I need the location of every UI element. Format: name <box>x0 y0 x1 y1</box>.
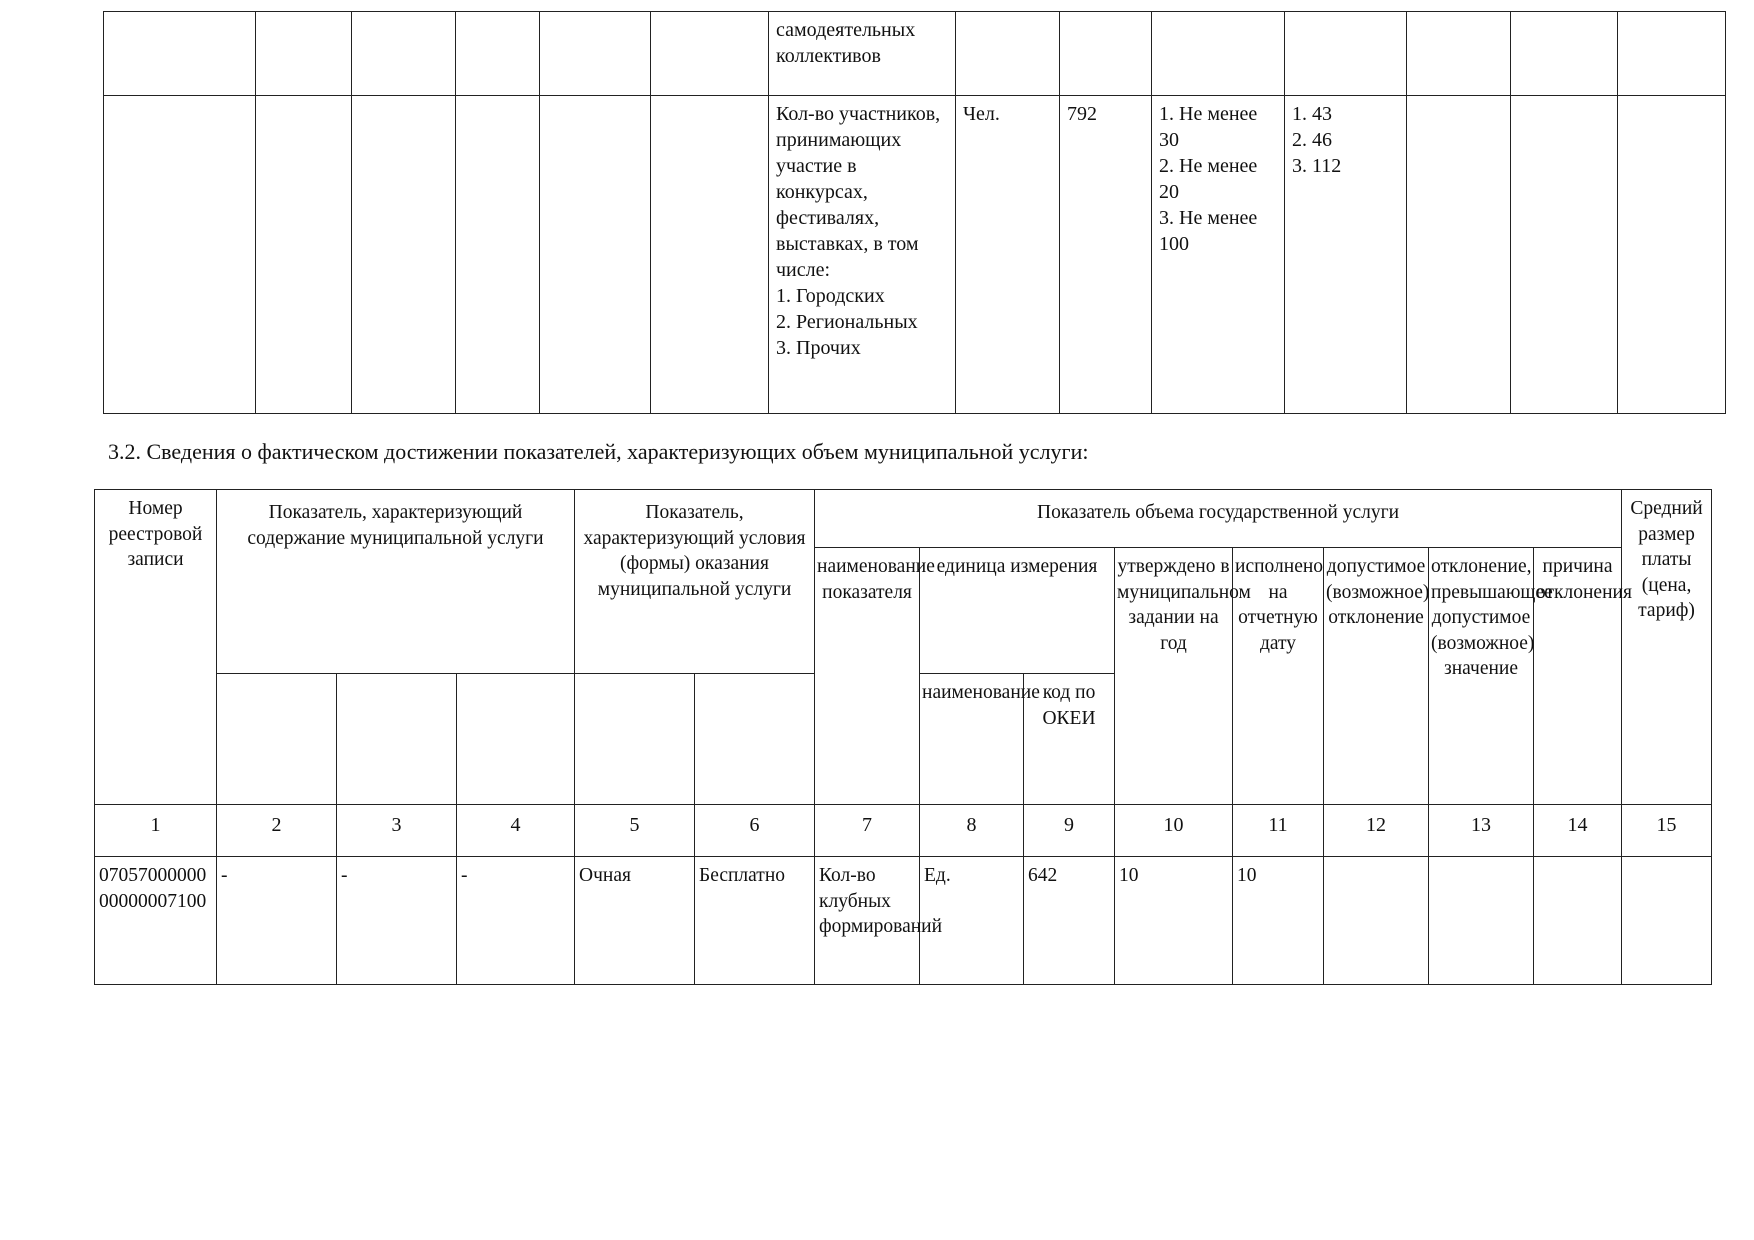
column-number: 7 <box>815 805 920 857</box>
form-cell: Очная <box>575 857 695 985</box>
indicator-item: 3. Прочих <box>776 337 861 359</box>
content-indicator-3-cell: - <box>457 857 575 985</box>
actual-cell <box>1285 96 1407 414</box>
header-conditions-indicator: Показатель, характеризующий условия (формы) оказания муниципальной услуги <box>575 490 815 674</box>
column-number: 4 <box>457 805 575 857</box>
header-unit-name: наименование <box>920 674 1024 805</box>
okei-code-cell: 642 <box>1024 857 1115 985</box>
header-avg-fee: Средний размер платы (цена, тариф) <box>1622 490 1712 805</box>
column-number: 12 <box>1324 805 1429 857</box>
column-number: 11 <box>1233 805 1324 857</box>
approved-cell <box>1152 96 1285 414</box>
column-number: 5 <box>575 805 695 857</box>
header-content-indicator: Показатель, характеризующий содержание муниципальной услуги <box>217 490 575 674</box>
column-number: 10 <box>1115 805 1233 857</box>
table-header-row <box>95 490 1712 548</box>
approved-value-cell: 10 <box>1115 857 1233 985</box>
content-indicator-2-cell: - <box>337 857 457 985</box>
header-okei-code: код по ОКЕИ <box>1024 674 1115 805</box>
column-number: 1 <box>95 805 217 857</box>
indicator-name-cell: Кол-во клубных формирований <box>815 857 920 985</box>
executed-value-cell: 10 <box>1233 857 1324 985</box>
okei-code-cell: 792 <box>1060 96 1152 414</box>
approved-item: 1. Не менее 30 <box>1159 103 1258 151</box>
column-number: 13 <box>1429 805 1534 857</box>
header-allowed-deviation: допустимое (возможное) отклонение <box>1324 548 1429 805</box>
column-number: 2 <box>217 805 337 857</box>
exceeding-deviation-cell <box>1429 857 1534 985</box>
header-indicator-name: наименование показателя <box>815 548 920 805</box>
header-approved: утверждено в муниципальном задании на год <box>1115 548 1233 805</box>
table-row <box>104 96 1726 414</box>
indicator-cell: самодеятельных коллективов <box>769 12 956 96</box>
header-registry-number: Номер реестровой записи <box>95 490 217 805</box>
column-number: 9 <box>1024 805 1115 857</box>
actual-item: 3. 112 <box>1292 155 1342 177</box>
unit-cell: Чел. <box>956 96 1060 414</box>
allowed-deviation-cell <box>1324 857 1429 985</box>
indicator-cell <box>769 96 956 414</box>
avg-fee-cell <box>1622 857 1712 985</box>
unit-name-cell: Ед. <box>920 857 1024 985</box>
approved-item: 2. Не менее 20 <box>1159 155 1258 203</box>
header-deviation-reason: причина отклонения <box>1534 548 1622 805</box>
header-executed: исполнено на отчетную дату <box>1233 548 1324 805</box>
column-number: 14 <box>1534 805 1622 857</box>
column-number: 6 <box>695 805 815 857</box>
payment-cell: Бесплатно <box>695 857 815 985</box>
table-row <box>95 857 1712 985</box>
indicator-text: Кол-во участников, принимающих участие в конкурсах, фестивалях, выставках, в том числе: <box>776 103 941 281</box>
approved-item: 3. Не менее 100 <box>1159 207 1258 255</box>
header-unit: единица измерения <box>920 548 1115 674</box>
actual-item: 1. 43 <box>1292 103 1332 125</box>
continued-indicators-table <box>103 11 1726 414</box>
table-row <box>104 12 1726 96</box>
column-number: 8 <box>920 805 1024 857</box>
header-exceeding-deviation: отклонение, превышающее допустимое (возможное) значение <box>1429 548 1534 805</box>
volume-indicators-table <box>94 489 1712 985</box>
indicator-item: 2. Региональных <box>776 311 918 333</box>
content-indicator-1-cell: - <box>217 857 337 985</box>
actual-item: 2. 46 <box>1292 129 1332 151</box>
deviation-reason-cell <box>1534 857 1622 985</box>
section-caption: 3.2. Сведения о фактическом достижении показателей, характеризующих объем муниципальной услуги: <box>108 439 1089 464</box>
column-number: 15 <box>1622 805 1712 857</box>
registry-number-cell: 0705700000000000007100 <box>95 857 217 985</box>
column-numbers-row <box>95 805 1712 857</box>
indicator-item: 1. Городских <box>776 285 885 307</box>
header-volume-indicator: Показатель объема государственной услуги <box>815 490 1622 548</box>
column-number: 3 <box>337 805 457 857</box>
